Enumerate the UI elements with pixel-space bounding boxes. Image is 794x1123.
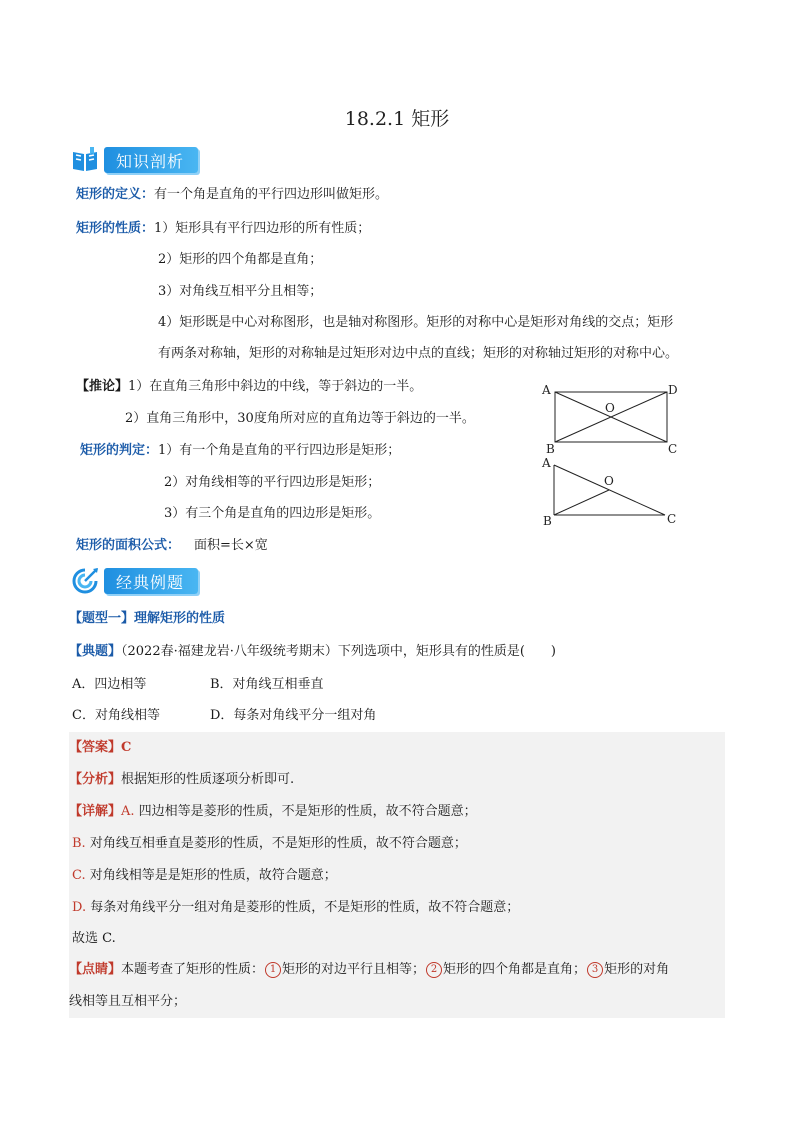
circled-number: 2	[426, 962, 442, 978]
label-c: C	[668, 442, 678, 456]
property-item: 2）矩形的四个角都是直角；	[158, 252, 323, 267]
median-bo	[554, 490, 609, 515]
judgement-1	[80, 442, 400, 460]
knowledge-banner-label: 知识剖析	[104, 147, 198, 173]
detail-letter: A.	[121, 804, 135, 819]
judgement-item: 1）有一个角是直角的平行四边形是矩形；	[158, 443, 401, 458]
answer-label: 【答案】	[69, 740, 122, 755]
answer	[69, 739, 131, 757]
answer-text: C	[121, 740, 132, 755]
examples-banner-label: 经典例题	[104, 568, 198, 594]
question-text: （2022春·福建龙岩·八年级统考期末）下列选项中，矩形具有的性质是( )	[121, 644, 557, 659]
rectangle-figure	[538, 378, 688, 458]
area-formula	[76, 537, 268, 555]
analysis-label: 【分析】	[69, 772, 122, 787]
option-b: B．对角线互相垂直	[210, 677, 324, 692]
circled-number: 3	[587, 962, 603, 978]
property-item: 有两条对称轴，矩形的对称轴是过矩形对边中点的直线；矩形的对称轴过矩形的对称中心。	[158, 346, 679, 361]
analysis-text: 根据矩形的性质逐项分析即可.	[121, 772, 295, 787]
label-a: A	[542, 383, 551, 397]
comment	[69, 961, 669, 979]
property-item: 3）对角线互相平分且相等；	[158, 284, 323, 299]
label-c: C	[667, 512, 677, 526]
question-type: 【题型一】理解矩形的性质	[69, 611, 226, 626]
area-label: 矩形的面积公式：	[76, 538, 181, 553]
corollary-1	[76, 378, 422, 396]
detail-line-d	[72, 899, 519, 917]
detail-text: 每条对角线平分一组对角是菱形的性质，不是矩形的性质，故不符合题意；	[86, 900, 520, 915]
detail-text: 对角线相等是是矩形的性质，故符合题意；	[85, 868, 337, 883]
label-b: B	[546, 442, 555, 456]
analysis	[69, 771, 294, 789]
detail-line-c	[72, 867, 337, 885]
comment-point: 矩形的对角	[604, 962, 670, 977]
properties-1	[76, 220, 370, 238]
properties-label: 矩形的性质：	[76, 221, 155, 236]
label-a: A	[542, 456, 551, 470]
option-c: C．对角线相等	[72, 708, 160, 723]
detail-letter: B.	[72, 836, 86, 851]
label-o: O	[605, 401, 615, 415]
judgement-item: 2）对角线相等的平行四边形是矩形；	[164, 475, 381, 490]
label-o: O	[604, 474, 614, 488]
comment-line2: 线相等且互相平分；	[69, 994, 187, 1009]
detail-conclusion: 故选 C.	[72, 931, 116, 946]
comment-point: 矩形的对边平行且相等；	[282, 962, 426, 977]
examples-banner	[70, 566, 198, 596]
corollary-label: 【推论】	[76, 379, 129, 394]
detail-letter: C.	[72, 868, 86, 883]
area-text: 面积=长×宽	[194, 538, 268, 553]
judgement-item: 3）有三个角是直角的四边形是矩形。	[164, 506, 381, 521]
detail-line-a	[69, 803, 477, 821]
question-label: 【典题】	[69, 644, 122, 659]
definition-label: 矩形的定义：	[76, 187, 155, 202]
definition-text: 有一个角是直角的平行四边形叫做矩形。	[154, 187, 389, 202]
question	[69, 643, 556, 661]
knowledge-banner	[70, 145, 198, 175]
comment-point: 矩形的四个角都是直角；	[443, 962, 587, 977]
option-a: A．四边相等	[72, 677, 147, 692]
detail-line-b	[72, 835, 467, 853]
option-d: D．每条对角线平分一组对角	[210, 708, 377, 723]
corollary-item: 2）直角三角形中，30度角所对应的直角边等于斜边的一半。	[125, 411, 475, 426]
definition	[76, 186, 388, 204]
book-icon	[70, 145, 100, 175]
target-icon	[70, 566, 100, 596]
detail-label: 【详解】	[69, 804, 122, 819]
judgement-label: 矩形的判定：	[80, 443, 159, 458]
detail-text: 四边相等是菱形的性质，不是矩形的性质，故不符合题意；	[134, 804, 477, 819]
label-d: D	[668, 383, 678, 397]
property-item: 4）矩形既是中心对称图形，也是轴对称图形。矩形的对称中心是矩形对角线的交点；矩形	[158, 315, 674, 330]
page-title: 18.2.1 矩形	[344, 108, 450, 130]
comment-intro: 本题考查了矩形的性质：	[121, 962, 265, 977]
label-b: B	[543, 514, 552, 528]
triangle-figure	[538, 455, 688, 530]
corollary-item: 1）在直角三角形中斜边的中线，等于斜边的一半。	[128, 379, 423, 394]
property-item: 1）矩形具有平行四边形的所有性质；	[154, 221, 371, 236]
circled-number: 1	[265, 962, 281, 978]
comment-label: 【点睛】	[69, 962, 122, 977]
detail-letter: D.	[72, 900, 87, 915]
detail-text: 对角线互相垂直是菱形的性质，不是矩形的性质，故不符合题意；	[85, 836, 467, 851]
